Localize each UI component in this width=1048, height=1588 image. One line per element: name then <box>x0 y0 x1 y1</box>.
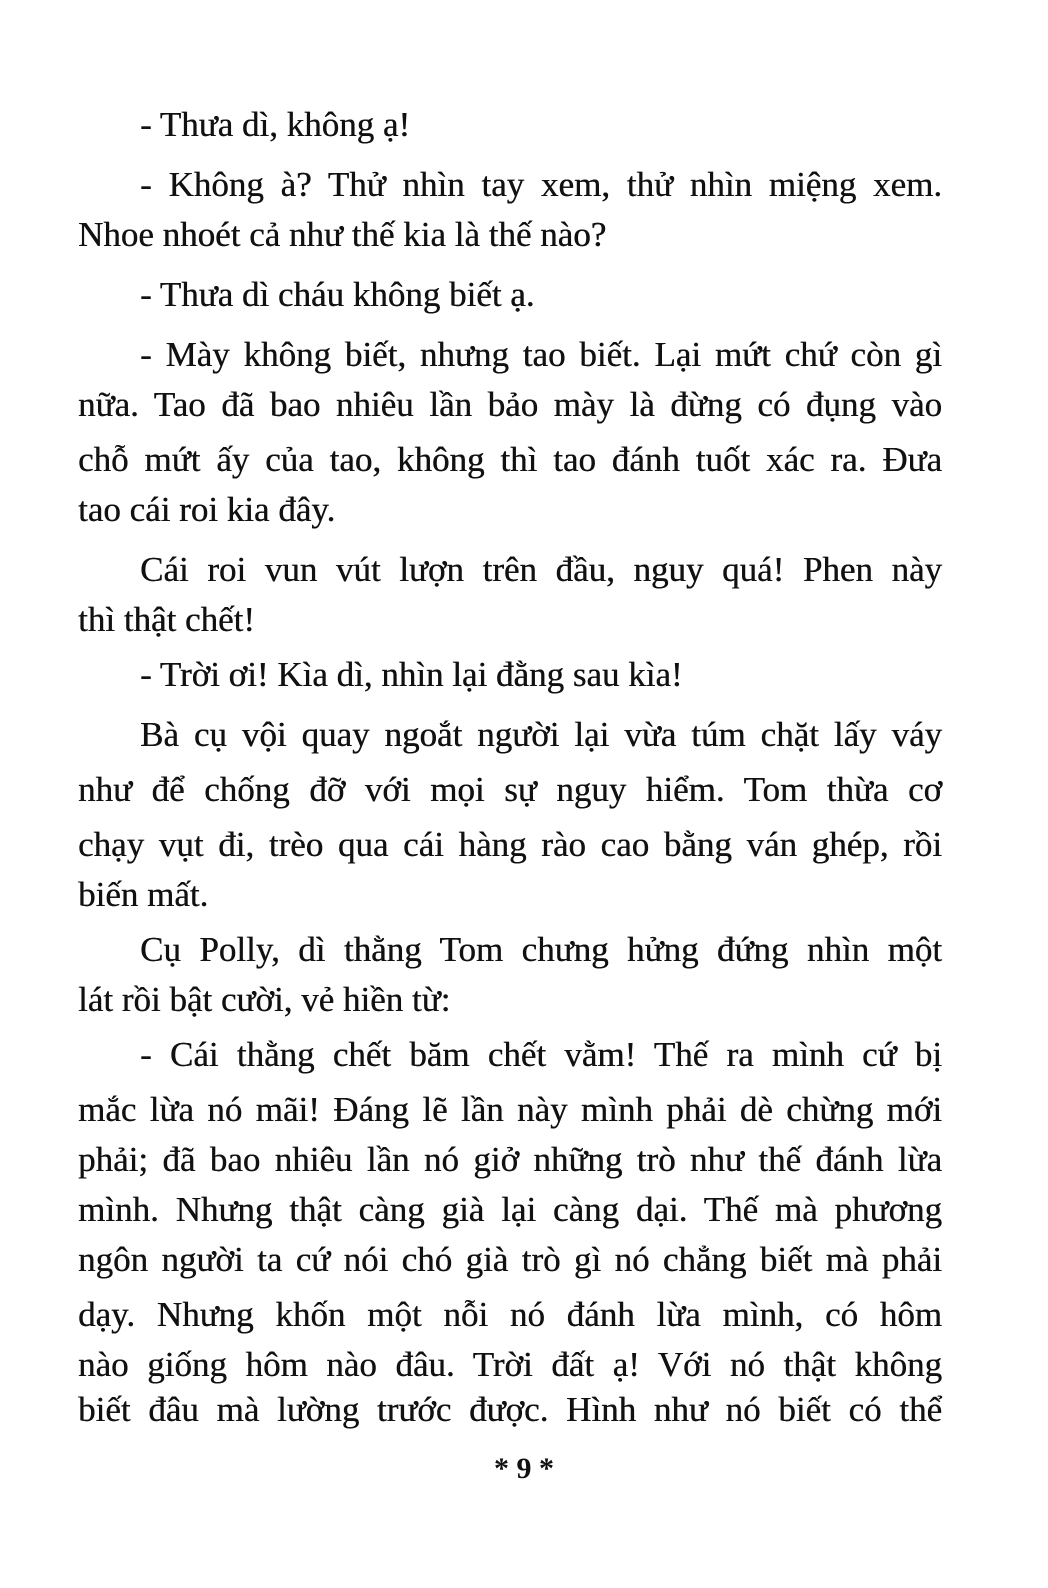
text-line: - Không à? Thử nhìn tay xem, thử nhìn miệng xem. <box>140 165 942 204</box>
text-line: Cái roi vun vút lượn trên đầu, nguy quá! Phen này <box>140 550 942 589</box>
text-line: lát rồi bật cười, vẻ hiền từ: <box>78 980 451 1019</box>
text-line: ngôn người ta cứ nói chó già trò gì nó chẳng biết mà phải <box>78 1240 942 1279</box>
text-line: mình. Nhưng thật càng già lại càng dại. Thế mà phương <box>78 1190 942 1229</box>
text-line: nữa. Tao đã bao nhiêu lần bảo mày là đừng có đụng vào <box>78 385 942 424</box>
text-line: Bà cụ vội quay ngoắt người lại vừa túm chặt lấy váy <box>140 715 942 754</box>
text-line: - Thưa dì, không ạ! <box>140 105 411 144</box>
text-line: chỗ mứt ấy của tao, không thì tao đánh tuốt xác ra. Đưa <box>78 440 942 479</box>
text-line: chạy vụt đi, trèo qua cái hàng rào cao bằng ván ghép, rồi <box>78 825 942 864</box>
text-line: phải; đã bao nhiêu lần nó giở những trò như thế đánh lừa <box>78 1140 942 1179</box>
text-line: Cụ Polly, dì thằng Tom chưng hửng đứng nhìn một <box>140 930 942 969</box>
text-line: - Trời ơi! Kìa dì, nhìn lại đằng sau kìa! <box>140 655 683 694</box>
text-line: thì thật chết! <box>78 600 255 639</box>
text-line: mắc lừa nó mãi! Đáng lẽ lần này mình phải dè chừng mới <box>78 1090 942 1129</box>
text-line: - Thưa dì cháu không biết ạ. <box>140 275 535 314</box>
text-line: dạy. Nhưng khốn một nỗi nó đánh lừa mình, có hôm <box>78 1295 942 1334</box>
text-line: - Mày không biết, nhưng tao biết. Lại mứt chứ còn gì <box>140 335 942 374</box>
text-line: nào giống hôm nào đâu. Trời đất ạ! Với nó thật không <box>78 1345 942 1384</box>
text-line: như để chống đỡ với mọi sự nguy hiểm. Tom thừa cơ <box>78 770 942 809</box>
text-line: tao cái roi kia đây. <box>78 490 336 529</box>
text-line: Nhoe nhoét cả như thế kia là thế nào? <box>78 215 607 254</box>
text-line: biến mất. <box>78 875 209 914</box>
text-line: - Cái thằng chết băm chết vằm! Thế ra mình cứ bị <box>140 1035 942 1074</box>
text-line: biết đâu mà lường trước được. Hình như nó biết có thể <box>78 1390 942 1429</box>
page-number: * 9 * <box>494 1452 554 1485</box>
